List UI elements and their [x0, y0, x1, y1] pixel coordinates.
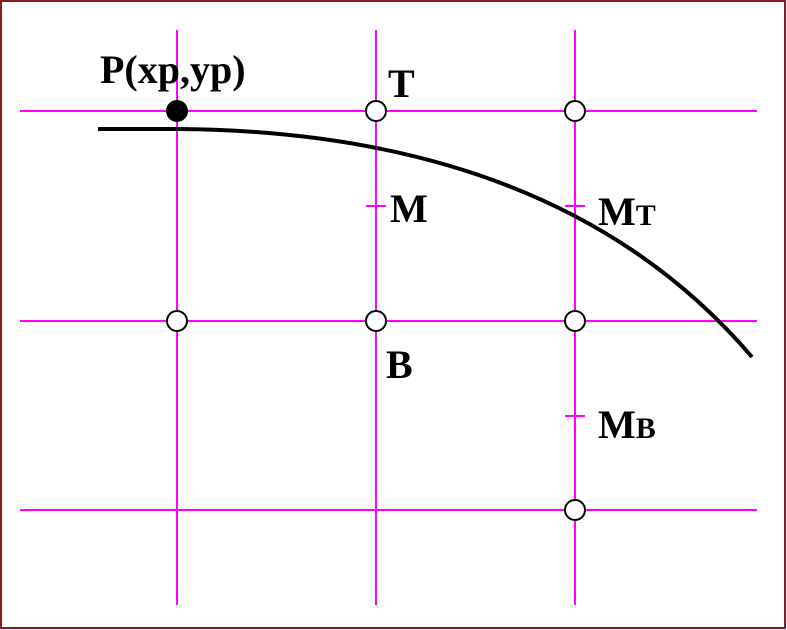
label-m: M [390, 186, 428, 231]
pixel-point-middle-left [167, 311, 187, 331]
pixel-point-bottom-right [565, 500, 585, 520]
label-mb-main: M [598, 402, 636, 447]
pixel-point-middle-right [565, 311, 585, 331]
label-mb-sub: B [635, 412, 656, 445]
current-point-p [166, 100, 188, 122]
pixel-point-top-right [565, 101, 585, 121]
label-point-p: P(xp,yp) [100, 47, 246, 92]
label-b: B [386, 342, 413, 387]
label-mt-main: M [598, 189, 636, 234]
label-t: T [388, 61, 415, 106]
label-mt-sub: T [635, 199, 656, 232]
pixel-point-t [366, 101, 386, 121]
pixel-point-b [366, 311, 386, 331]
